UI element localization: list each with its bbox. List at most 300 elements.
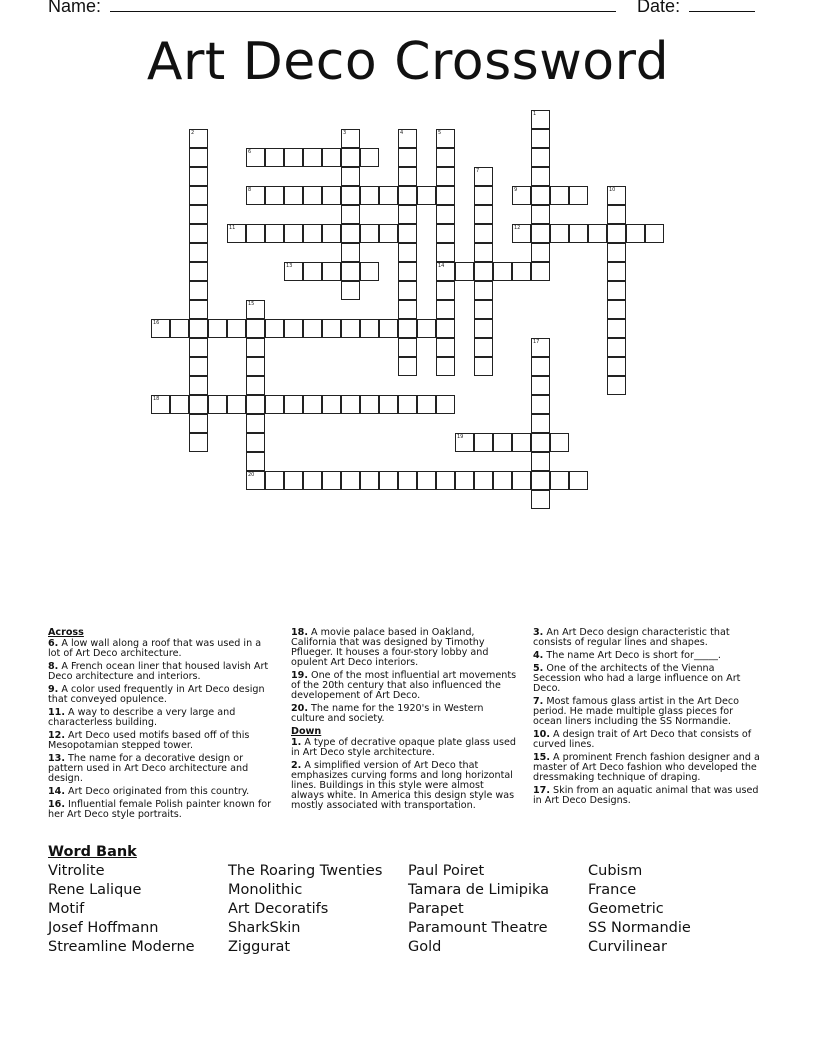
word-bank-item: Vitrolite [48, 863, 105, 879]
grid-cell[interactable] [341, 243, 360, 262]
across-heading: Across [48, 627, 84, 638]
clue-text: A way to describe a very large and characterless building. [48, 707, 236, 728]
grid-cell[interactable] [398, 357, 417, 376]
clue-number: 8 [248, 187, 252, 193]
grid-cell[interactable] [246, 186, 265, 205]
name-label: Name: [48, 0, 102, 16]
word-bank-item: France [588, 882, 637, 898]
grid-cell[interactable] [531, 243, 550, 262]
grid-cell[interactable] [284, 262, 303, 281]
grid-cell[interactable] [284, 319, 303, 338]
grid-cell[interactable] [189, 262, 208, 281]
clue-number: 6 [248, 149, 252, 155]
grid-cell[interactable] [550, 186, 569, 205]
clues-column-1 [48, 628, 276, 823]
grid-cell[interactable] [436, 281, 455, 300]
clue-text: An Art Deco design characteristic that consists of regular lines and shapes. [533, 627, 730, 648]
clue-down [533, 753, 761, 783]
clue-down [533, 651, 761, 661]
grid-cell[interactable] [170, 395, 189, 414]
clue-number: 12 [514, 225, 521, 231]
grid-cell[interactable] [474, 319, 493, 338]
grid-cell[interactable] [531, 148, 550, 167]
clue-number-label: 7. [533, 696, 544, 707]
grid-cell[interactable] [265, 471, 284, 490]
clue-number-label: 4. [533, 650, 544, 661]
grid-cell[interactable] [398, 395, 417, 414]
clue-number: 5 [438, 130, 442, 136]
clue-across [291, 628, 519, 668]
clue-text: A prominent French fashion designer and a master of Art Deco fashion who developed the dressmaking technique of draping. [533, 752, 760, 783]
grid-cell[interactable] [227, 395, 246, 414]
clue-number-label: 2. [291, 760, 302, 771]
grid-cell[interactable] [341, 471, 360, 490]
clue-text: The name for the 1920's in Western culture and society. [291, 703, 484, 724]
grid-cell[interactable] [227, 319, 246, 338]
clue-number-label: 5. [533, 663, 544, 674]
grid-cell[interactable] [360, 186, 379, 205]
grid-cell[interactable] [189, 395, 208, 414]
clue-number: 4 [400, 130, 404, 136]
grid-cell[interactable] [398, 300, 417, 319]
clue-text: A design trait of Art Deco that consists of curved lines. [533, 729, 752, 750]
clue-number-label: 3. [533, 627, 544, 638]
clue-text: One of the architects of the Vienna Secession who had a large influence on Art Deco. [533, 663, 741, 694]
clue-text: Art Deco originated from this country. [65, 786, 250, 797]
word-bank-item: Paramount Theatre [408, 920, 548, 936]
clue-across [48, 639, 276, 659]
grid-cell[interactable] [569, 471, 588, 490]
grid-cell[interactable] [531, 167, 550, 186]
grid-cell[interactable] [512, 262, 531, 281]
grid-cell[interactable] [246, 376, 265, 395]
grid-cell[interactable] [246, 357, 265, 376]
clue-across [48, 662, 276, 682]
grid-cell[interactable] [322, 148, 341, 167]
grid-cell[interactable] [303, 319, 322, 338]
grid-cell[interactable] [607, 205, 626, 224]
grid-cell[interactable] [512, 186, 531, 205]
grid-cell[interactable] [474, 224, 493, 243]
grid-cell[interactable] [455, 433, 474, 452]
grid-cell[interactable] [360, 148, 379, 167]
grid-cell[interactable] [436, 262, 455, 281]
grid-cell[interactable] [341, 281, 360, 300]
down-heading: Down [291, 726, 322, 737]
grid-cell[interactable] [189, 243, 208, 262]
word-bank-heading: Word Bank [48, 844, 137, 860]
grid-cell[interactable] [303, 224, 322, 243]
grid-cell[interactable] [436, 395, 455, 414]
grid-cell[interactable] [493, 262, 512, 281]
word-bank [48, 844, 768, 956]
clue-number: 10 [609, 187, 616, 193]
grid-cell[interactable] [512, 471, 531, 490]
grid-cell[interactable] [322, 319, 341, 338]
grid-cell[interactable] [189, 338, 208, 357]
grid-cell[interactable] [436, 338, 455, 357]
grid-cell[interactable] [170, 319, 189, 338]
grid-cell[interactable] [436, 243, 455, 262]
grid-cell[interactable] [284, 471, 303, 490]
grid-cell[interactable] [284, 395, 303, 414]
clue-text: A movie palace based in Oakland, California that was designed by Timothy Pflueger. It houses a four-story lobby and opulent Art Deco interiors. [291, 627, 489, 668]
grid-cell[interactable] [360, 395, 379, 414]
grid-cell[interactable] [417, 471, 436, 490]
grid-cell[interactable] [493, 433, 512, 452]
grid-cell[interactable] [189, 224, 208, 243]
grid-cell[interactable] [341, 167, 360, 186]
grid-cell[interactable] [531, 395, 550, 414]
grid-cell[interactable] [284, 186, 303, 205]
grid-cell[interactable] [322, 395, 341, 414]
grid-cell[interactable] [531, 414, 550, 433]
clue-across [48, 708, 276, 728]
grid-cell[interactable] [474, 433, 493, 452]
grid-cell[interactable] [246, 433, 265, 452]
grid-cell[interactable] [265, 148, 284, 167]
word-bank-item: Gold [408, 939, 442, 955]
clue-number-label: 6. [48, 638, 59, 649]
word-bank-item: Josef Hoffmann [48, 920, 159, 936]
word-bank-item: Tamara de Limipika [408, 882, 550, 898]
grid-cell[interactable] [436, 471, 455, 490]
grid-cell[interactable] [531, 129, 550, 148]
grid-cell[interactable] [436, 186, 455, 205]
grid-cell[interactable] [531, 186, 550, 205]
clue-down [533, 664, 761, 694]
grid-cell[interactable] [607, 224, 626, 243]
grid-cell[interactable] [398, 262, 417, 281]
grid-cell[interactable] [341, 224, 360, 243]
clue-down [533, 786, 761, 806]
grid-cell[interactable] [474, 471, 493, 490]
clue-number-label: 13. [48, 753, 65, 764]
grid-cell[interactable] [455, 471, 474, 490]
grid-cell[interactable] [398, 186, 417, 205]
grid-cell[interactable] [303, 186, 322, 205]
grid-cell[interactable] [398, 167, 417, 186]
clue-number: 1 [533, 111, 537, 117]
grid-cell[interactable] [322, 262, 341, 281]
grid-cell[interactable] [436, 148, 455, 167]
grid-cell[interactable] [531, 262, 550, 281]
grid-cell[interactable] [607, 262, 626, 281]
grid-cell[interactable] [436, 224, 455, 243]
grid-cell[interactable] [512, 224, 531, 243]
clue-number: 19 [457, 434, 464, 440]
clue-text: A French ocean liner that housed lavish Art Deco architecture and interiors. [48, 661, 269, 682]
grid-cell[interactable] [455, 262, 474, 281]
grid-cell[interactable] [417, 395, 436, 414]
grid-cell[interactable] [550, 471, 569, 490]
grid-cell[interactable] [531, 205, 550, 224]
grid-cell[interactable] [189, 186, 208, 205]
grid-cell[interactable] [474, 281, 493, 300]
grid-cell[interactable] [398, 129, 417, 148]
clue-across [48, 787, 276, 797]
clue-number-label: 19. [291, 670, 308, 681]
grid-cell[interactable] [379, 186, 398, 205]
clue-number-label: 14. [48, 786, 65, 797]
grid-cell[interactable] [360, 471, 379, 490]
clue-down [533, 730, 761, 750]
grid-cell[interactable] [474, 167, 493, 186]
grid-cell[interactable] [246, 319, 265, 338]
grid-cell[interactable] [189, 167, 208, 186]
clue-number: 7 [476, 168, 480, 174]
grid-cell[interactable] [569, 186, 588, 205]
grid-cell[interactable] [246, 471, 265, 490]
grid-cell[interactable] [531, 357, 550, 376]
grid-cell[interactable] [379, 319, 398, 338]
word-bank-item: Rene Lalique [48, 882, 142, 898]
grid-cell[interactable] [189, 357, 208, 376]
clue-across [48, 685, 276, 705]
grid-cell[interactable] [189, 376, 208, 395]
grid-cell[interactable] [531, 490, 550, 509]
grid-cell[interactable] [474, 262, 493, 281]
clue-number: 13 [286, 263, 293, 269]
clue-number: 20 [248, 472, 255, 478]
grid-cell[interactable] [417, 319, 436, 338]
word-bank-item: Motif [48, 901, 85, 917]
grid-cell[interactable] [341, 319, 360, 338]
grid-cell[interactable] [474, 357, 493, 376]
grid-cell[interactable] [474, 338, 493, 357]
date-label: Date: [637, 0, 681, 16]
page-title: Art Deco Crossword [146, 32, 670, 92]
clue-across [48, 731, 276, 751]
clue-number: 9 [514, 187, 518, 193]
clue-number-label: 10. [533, 729, 550, 740]
clue-number-label: 20. [291, 703, 308, 714]
name-field[interactable] [110, 0, 616, 12]
grid-cell[interactable] [607, 243, 626, 262]
grid-cell[interactable] [189, 414, 208, 433]
grid-cell[interactable] [607, 338, 626, 357]
clue-text: One of the most influential art movements of the 20th century that also influenced the developement of Art Deco. [291, 670, 517, 701]
clues-column-2 [291, 628, 519, 814]
grid-cell[interactable] [341, 186, 360, 205]
grid-cell[interactable] [607, 357, 626, 376]
word-bank-list [48, 862, 768, 956]
grid-cell[interactable] [474, 186, 493, 205]
grid-cell[interactable] [474, 243, 493, 262]
grid-cell[interactable] [436, 205, 455, 224]
word-bank-item: The Roaring Twenties [228, 863, 383, 879]
grid-cell[interactable] [151, 395, 170, 414]
word-bank-item: Geometric [588, 901, 664, 917]
clue-across [48, 754, 276, 784]
grid-cell[interactable] [607, 186, 626, 205]
grid-cell[interactable] [284, 148, 303, 167]
grid-cell[interactable] [246, 452, 265, 471]
grid-cell[interactable] [531, 433, 550, 452]
word-bank-item: Curvilinear [588, 939, 667, 955]
grid-cell[interactable] [322, 224, 341, 243]
grid-cell[interactable] [151, 319, 170, 338]
clue-number: 16 [153, 320, 160, 326]
grid-cell[interactable] [531, 338, 550, 357]
grid-cell[interactable] [360, 262, 379, 281]
grid-cell[interactable] [246, 300, 265, 319]
grid-cell[interactable] [303, 262, 322, 281]
word-bank-item: Streamline Moderne [48, 939, 195, 955]
grid-cell[interactable] [322, 186, 341, 205]
clue-text: Art Deco used motifs based off of this Mesopotamian stepped tower. [48, 730, 250, 751]
clue-number: 2 [191, 130, 195, 136]
grid-cell[interactable] [607, 300, 626, 319]
grid-cell[interactable] [436, 129, 455, 148]
grid-cell[interactable] [189, 433, 208, 452]
clue-text: A low wall along a roof that was used in a lot of Art Deco architecture. [48, 638, 262, 659]
clue-number: 18 [153, 396, 160, 402]
clue-down [291, 761, 519, 811]
grid-cell[interactable] [265, 395, 284, 414]
grid-cell[interactable] [436, 319, 455, 338]
grid-cell[interactable] [474, 300, 493, 319]
grid-cell[interactable] [398, 319, 417, 338]
grid-cell[interactable] [588, 224, 607, 243]
clue-down [533, 628, 761, 648]
grid-cell[interactable] [531, 110, 550, 129]
grid-cell[interactable] [189, 300, 208, 319]
clue-number-label: 17. [533, 785, 550, 796]
grid-cell[interactable] [303, 471, 322, 490]
clue-number: 15 [248, 301, 255, 307]
grid-cell[interactable] [189, 129, 208, 148]
grid-cell[interactable] [246, 414, 265, 433]
clue-down [291, 738, 519, 758]
clue-across [291, 704, 519, 724]
clue-number-label: 9. [48, 684, 59, 695]
clue-number-label: 11. [48, 707, 65, 718]
grid-cell[interactable] [227, 224, 246, 243]
grid-cell[interactable] [189, 319, 208, 338]
name-date-line [48, 0, 755, 17]
clue-across [48, 800, 276, 820]
clue-text: A type of decrative opaque plate glass used in Art Deco style architecture. [291, 737, 516, 758]
clue-across [291, 671, 519, 701]
clue-number-label: 16. [48, 799, 65, 810]
grid-cell[interactable] [341, 395, 360, 414]
word-bank-item: SS Normandie [588, 920, 691, 936]
grid-cell[interactable] [550, 433, 569, 452]
grid-cell[interactable] [398, 148, 417, 167]
clue-text: A simplified version of Art Deco that emphasizes curving forms and long horizontal lines. Buildings in this style were almost always white. In America this design style was mostly associated with transportation. [291, 760, 515, 811]
grid-cell[interactable] [341, 262, 360, 281]
word-bank-item: Paul Poiret [408, 863, 485, 879]
grid-cell[interactable] [246, 148, 265, 167]
clue-number-label: 18. [291, 627, 308, 638]
grid-cell[interactable] [189, 281, 208, 300]
grid-cell[interactable] [531, 452, 550, 471]
clues-column-3 [533, 628, 761, 809]
clue-number: 11 [229, 225, 236, 231]
clue-text: Influential female Polish painter known for her Art Deco style portraits. [48, 799, 272, 820]
grid-cell[interactable] [550, 224, 569, 243]
grid-cell[interactable] [398, 224, 417, 243]
grid-cell[interactable] [626, 224, 645, 243]
grid-cell[interactable] [436, 300, 455, 319]
clue-number-label: 15. [533, 752, 550, 763]
grid-cell[interactable] [607, 319, 626, 338]
grid-cell[interactable] [417, 186, 436, 205]
grid-cell[interactable] [208, 319, 227, 338]
clue-text: Most famous glass artist in the Art Deco period. He made multiple glass pieces for ocean liners including the SS Normandie. [533, 696, 740, 727]
clue-number-label: 12. [48, 730, 65, 741]
grid-cell[interactable] [303, 148, 322, 167]
grid-cell[interactable] [531, 471, 550, 490]
grid-cell[interactable] [493, 471, 512, 490]
word-bank-item: Parapet [408, 901, 464, 917]
clue-number-label: 8. [48, 661, 59, 672]
word-bank-item: Ziggurat [228, 939, 291, 955]
grid-cell[interactable] [531, 376, 550, 395]
grid-cell[interactable] [284, 224, 303, 243]
grid-cell[interactable] [246, 395, 265, 414]
date-field[interactable] [689, 0, 755, 12]
grid-cell[interactable] [398, 205, 417, 224]
grid-cell[interactable] [531, 224, 550, 243]
grid-cell[interactable] [607, 376, 626, 395]
grid-cell[interactable] [569, 224, 588, 243]
clue-text: Skin from an aquatic animal that was used in Art Deco Designs. [533, 785, 759, 806]
grid-cell[interactable] [341, 148, 360, 167]
grid-cell[interactable] [607, 281, 626, 300]
word-bank-item: SharkSkin [228, 920, 301, 936]
word-bank-item: Monolithic [228, 882, 303, 898]
grid-cell[interactable] [189, 148, 208, 167]
grid-cell[interactable] [398, 471, 417, 490]
grid-cell[interactable] [303, 395, 322, 414]
grid-cell[interactable] [398, 243, 417, 262]
grid-cell[interactable] [398, 281, 417, 300]
grid-cell[interactable] [265, 319, 284, 338]
grid-cell[interactable] [322, 471, 341, 490]
grid-cell[interactable] [341, 129, 360, 148]
word-bank-item: Cubism [588, 863, 643, 879]
clue-number: 3 [343, 130, 347, 136]
grid-cell[interactable] [379, 471, 398, 490]
grid-cell[interactable] [246, 338, 265, 357]
clue-text: The name Art Deco is short for_____. [543, 650, 721, 661]
grid-cell[interactable] [398, 338, 417, 357]
grid-cell[interactable] [512, 433, 531, 452]
grid-cell[interactable] [189, 205, 208, 224]
clue-text: The name for a decorative design or pattern used in Art Deco architecture and design. [48, 753, 249, 784]
clue-text: A color used frequently in Art Deco design that conveyed opulence. [48, 684, 265, 705]
grid-cell[interactable] [379, 395, 398, 414]
clue-number-label: 1. [291, 737, 302, 748]
grid-cell[interactable] [436, 357, 455, 376]
grid-cell[interactable] [379, 224, 398, 243]
grid-cell[interactable] [265, 224, 284, 243]
grid-cell[interactable] [265, 186, 284, 205]
grid-cell[interactable] [341, 205, 360, 224]
grid-cell[interactable] [246, 224, 265, 243]
word-bank-item: Art Decoratifs [228, 901, 329, 917]
clue-number: 14 [438, 263, 445, 269]
grid-cell[interactable] [436, 167, 455, 186]
grid-cell[interactable] [360, 319, 379, 338]
grid-cell[interactable] [208, 395, 227, 414]
grid-cell[interactable] [474, 205, 493, 224]
grid-cell[interactable] [360, 224, 379, 243]
clue-number: 17 [533, 339, 540, 345]
grid-cell[interactable] [645, 224, 664, 243]
